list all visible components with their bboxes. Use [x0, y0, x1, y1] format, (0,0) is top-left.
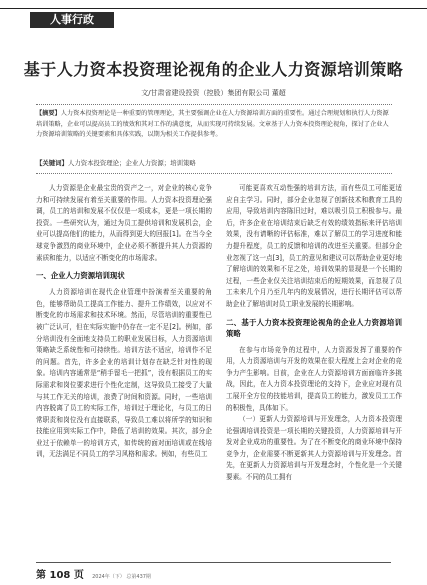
article-title: 基于人力资本投资理论视角的企业人力资源培训策略: [23, 60, 404, 79]
section-heading-2: 二、基于人力资本投资理论视角的企业人力资源培训策略: [226, 317, 402, 338]
author-line: 文/甘肃省建设投资（控股）集团有限公司 董超: [141, 89, 286, 97]
section-tag: 人事行政: [30, 12, 114, 28]
body-paragraph: 人力资源培训在现代企业管理中扮演着至关重要的角色，能够帮助员工提高工作能力、提升工作绩效，以应对不断变化的市场需求和技术环境。然而，尽管培训的重要性已被广泛认可，但在实际实施中仍存在一定不足[2]。例如，部分培训没有全面地支持员工的职业发展目标，人力资源培训策略缺乏系统性和可持续性。培训方法不适应，培训作不足的问题。首先，许多企业的培训计划存在缺乏针对性的现象。培训内容通常是“稍手留毛一把抓”，没有根据员工的实际需求和岗位要求进行个性化定制，这导致员工接受了大量与其工作无关的培训，浪费了时间和资源。同时，一些培训内容脱离了员工的实际工作，培训过于理论化，与员工的日常职责和岗位没有直接联系，导致员工难以将所学的知识和技能应用到实际工作中，降低了培训的效果。其次，部分企业过于依赖单一的培训方式，如传统的面对面培训或在线培训，无法满足不同员工的学习风格和需求。例如，有些员工: [36, 288, 212, 459]
subsection-paragraph: （一）更新人力资源培训与开发理念，人力资本投资理论强调培训投资是一项长期的关键投资，人力资源培训与开发对企业成功的重要性。为了在不断变化的商业环境中保持竞争力，企业需要不断更新其人力资源培训与开发理念。首先，在更新人力资源培训与开发理念时，个性化是一个关键要素。不同的员工拥有: [226, 415, 402, 482]
keywords-text: 人力资本投资理论；企业人力资源；培训策略: [67, 159, 196, 167]
body-paragraph: 可能更喜欢互动性强的培训方法，而有些员工可能更适应自主学习。同时，部分企业忽视了创新技术和教育工具的应用，导致培训内容陈旧过时，难以吸引员工积极参与。最后，许多企业在培训结束后缺乏有效的绩效指标来评估培训效果，没有请晰的评估标准，难以了解员工的学习进度和能力提升程度，员工的反馈和培训的改进至关重要。但部分企业忽视了这一点[3]，员工的意见和建议可以帮助企业更好地了解培训的效果和不足之处，培训效果的显现是一个长期的过程，一些企业仅关注培训结束后的短期效果，而忽视了员工未来几个月乃至几年内的发展情况，进行长期评估可以帮助企业了解培训对员工职业发展的长期影响。: [226, 184, 402, 308]
footer-rule: [36, 562, 391, 563]
keywords-label: 【关键词】: [36, 159, 68, 167]
body-paragraph: 在参与市场竞争的过程中，人力资源发挥了重要的作用，人力资源培训与开发的效果在很大程度上会对企业的竞争力产生影响。目前，企业在人力资源培训方面面临许多挑战，因此，在人力资本投资理论的支持下，企业应对现有员工展开全方位的技能培训，提高员工的能力，激发员工工作的积极性，具体如下。: [226, 345, 402, 412]
header-rule: [0, 8, 427, 9]
left-column: [36, 183, 212, 461]
section-heading-1: 一、企业人力资源培训现状: [36, 271, 125, 281]
abstract-label: 【摘要】: [36, 110, 61, 117]
page-number: 第 108 页: [36, 570, 84, 581]
right-column: [226, 183, 402, 484]
keywords: [36, 158, 392, 168]
intro-paragraph: 人力资源是企业最宝贵的资产之一，对企业的核心竞争力和可持续发展有着至关重要的作用。人力资本投资理论强调，员工的培训和发展不仅仅是一项成本，更是一项长期的投资。一些研究认为，通过为员工提供培训和发展机会，企业可以提高他们的能力，从而得到更大的回报[1]。在当今全球竞争激烈的商业环境中，企业必须不断提升其人力资源的素质和能力，以适应不断变化的市场需求。: [36, 184, 212, 262]
page-footer: [36, 566, 151, 581]
abstract-text: 人力资本投资理论是一种重要的管理理论，其主要强调企业在人力资源培训方面的重要性。通过合理规划和执行人力资源培训策略，企业可以提高员工的绩效和其对工作的满意度，从而实现可持续发展。文章基于人力资本投资理论视角，探讨了企业人力资源培训策略的关键要素和具体实践，以期为相关工作提供参考。: [36, 110, 389, 138]
issue-info: 2024年（下） 总第437期: [92, 574, 151, 580]
